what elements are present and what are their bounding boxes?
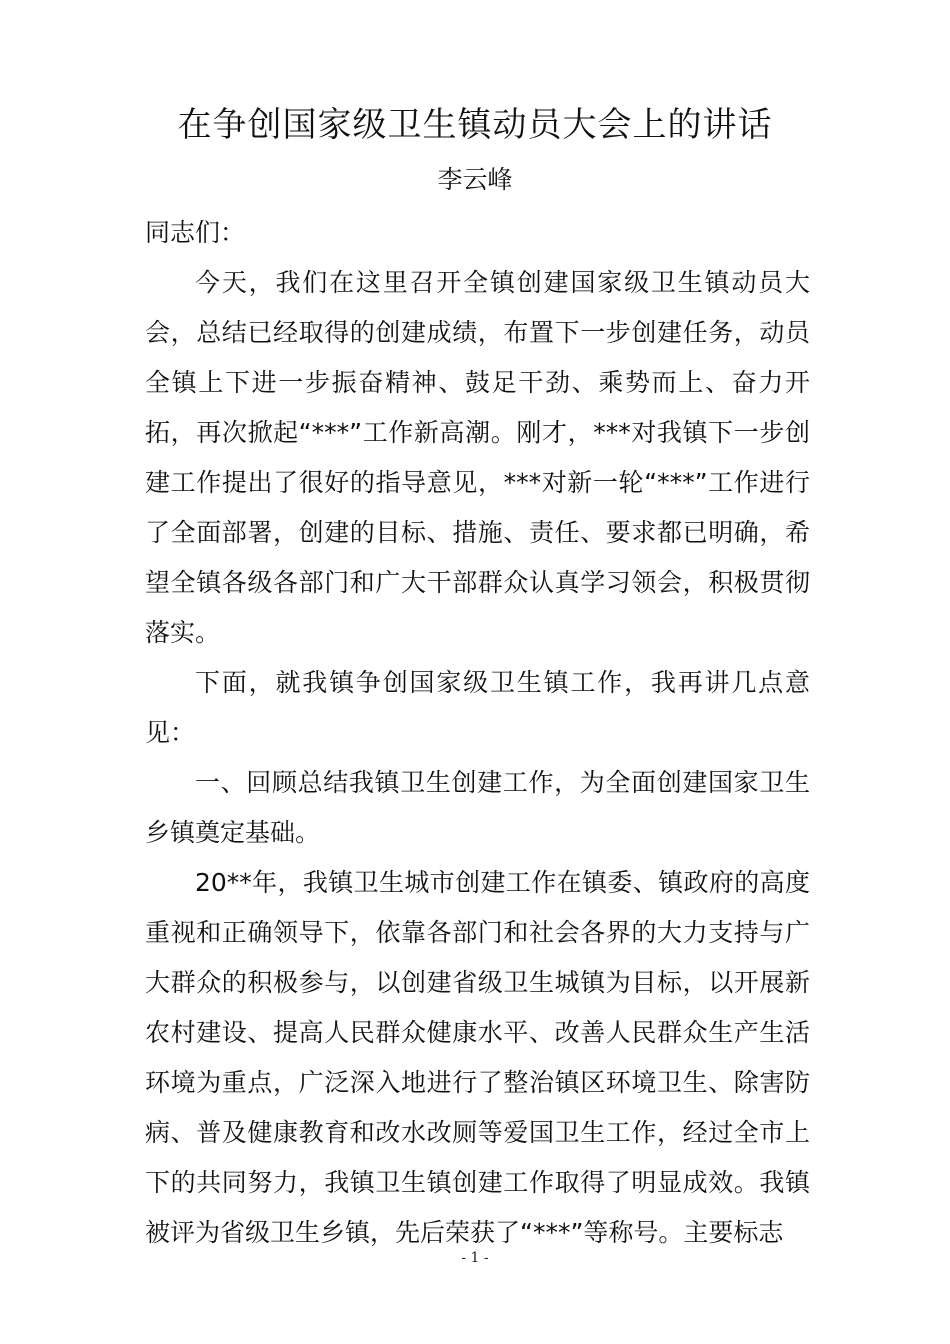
paragraph-opening: 今天，我们在这里召开全镇创建国家级卫生镇动员大会，总结已经取得的创建成绩，布置下一步创建任务，动员全镇上下进一步振奋精神、鼓足干劲、乘势而上、奋力开拓，再次掀起“***”工作新高潮。刚才，***对我镇下一步创建工作提出了很好的指导意见，***对新一轮“***”工作进行了全面部署，创建的目标、措施、责任、要求都已明确，希望全镇各级各部门和广大干部群众认真学习领会，积极贯彻落实。 bbox=[145, 268, 810, 647]
paragraph-intro: 下面，就我镇争创国家级卫生镇工作，我再讲几点意见： bbox=[145, 668, 810, 747]
author-name: 李云峰 bbox=[437, 165, 513, 194]
document-title: 在争创国家级卫生镇动员大会上的讲话 bbox=[177, 105, 773, 145]
page-number: - 1 - bbox=[461, 1250, 489, 1266]
document-body bbox=[145, 208, 810, 1258]
section-heading-1: 一、回顾总结我镇卫生创建工作，为全面创建国家卫生乡镇奠定基础。 bbox=[145, 768, 810, 847]
salutation: 同志们： bbox=[145, 218, 246, 247]
paragraph-review: 20**年，我镇卫生城市创建工作在镇委、镇政府的高度重视和正确领导下，依靠各部门和社会各界的大力支持与广大群众的积极参与，以创建省级卫生城镇为目标，以开展新农村建设、提高人民群众健康水平、改善人民群众生产生活环境为重点，广泛深入地进行了整治镇区环境卫生、除害防病、普及健康教育和改水改厕等爱国卫生工作，经过全市上下的共同努力，我镇卫生镇创建工作取得了明显成效。我镇被评为省级卫生乡镇，先后荣获了“***”等称号。主要标志 bbox=[145, 868, 810, 1247]
